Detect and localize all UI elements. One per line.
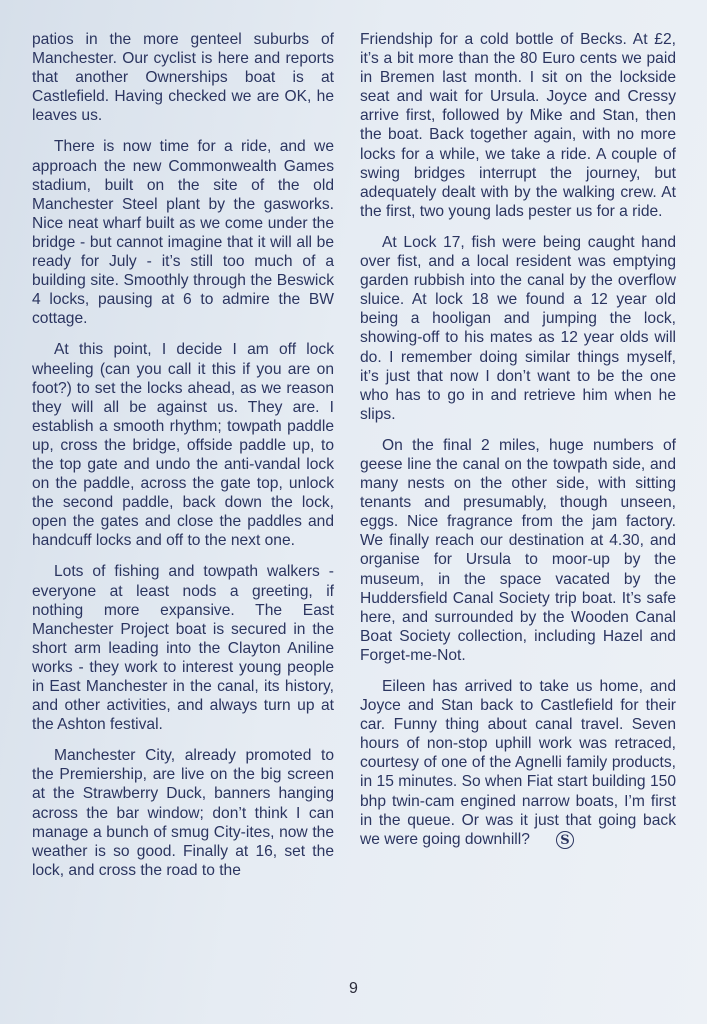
paragraph: At this point, I decide I am off lock wheeling (can you call it this if you are on foot?) to set the locks ahead, as we reason they will all be against us. They are. I establish a smooth rhythm; towpath paddle up, cross the bridge, offside paddle up, to the top gate and undo the anti-vandal lock on the paddle, across the gate top, unlock the second paddle, back down the lock, open the gates and close the paddles and handcuff locks and off to the next one. xyxy=(32,341,334,550)
paragraph-text: Eileen has arrived to take us home, and Joyce and Stan back to Castlefield for their car. Funny thing about canal travel. Seven hours of non-stop uphill work was retraced, courtesy of one of the Agnelli family products, in 15 minutes. So when Fiat start building 150 bhp twin-cam engined narrow boats, I’m first in the queue. Or was it just that going back we were going downhill? xyxy=(360,678,676,848)
paragraph: At Lock 17, fish were being caught hand over fist, and a local resident was emptying garden rubbish into the canal by the overflow sluice. At lock 18 we found a 12 year old being a hooligan and jumping the lock, showing-off to his mates as 12 year olds will do. I remember doing similar things myself, it’s just that now I don’t want to be the one who has to go in and retrieve him when he slips. xyxy=(360,233,676,423)
paragraph: Lots of fishing and towpath walkers - everyone at least nods a greeting, if nothing more expansive. The East Manchester Project boat is secured in the short arm leading into the Clayton Aniline works - they work to interest young people in East Manchester in the canal, its history, and other activities, and always turn up at the Ashton festival. xyxy=(32,563,334,734)
paragraph: Manchester City, already promoted to the Premiership, are live on the big screen at the Strawberry Duck, banners hanging across the bar window; don’t think I can manage a bunch of smug City-ites, now the weather is so good. Finally at 16, set the lock, and cross the road to the xyxy=(32,747,334,879)
paragraph: On the final 2 miles, huge numbers of geese line the canal on the towpath side, and many nests on the other side, with sitting tenants and presumably, though unseen, eggs. Nice fragrance from the jam factory. We finally reach our destination at 4.30, and organise for Ursula to moor-up by the museum, in the space vacated by the Huddersfield Canal Society trip boat. It’s safe here, and surrounded by the Wooden Canal Boat Society collection, including Hazel and Forget-me-Not. xyxy=(360,436,676,664)
right-text-column xyxy=(360,30,676,849)
page-number: 9 xyxy=(349,980,358,997)
end-mark-icon: S xyxy=(556,831,574,849)
paragraph: Friendship for a cold bottle of Becks. At £2, it’s a bit more than the 80 Euro cents we paid in Bremen last month. I sit on the lockside seat and wait for Ursula. Joyce and Cressy arrive first, followed by Mike and Stan, then the boat. Back together again, with no more locks for a while, we take a ride. A couple of swing bridges interrupt the journey, but adequately dealt with by the walking crew. At the first, two young lads pester us for a ride. xyxy=(360,31,676,220)
final-paragraph xyxy=(360,677,676,849)
paragraph: There is now time for a ride, and we approach the new Commonwealth Games stadium, built on the site of the old Manchester Steel plant by the gasworks. Nice neat wharf built as we come under the bridge - but cannot imagine that it will all be ready for July - it’s still too much of a building site. Smoothly through the Beswick 4 locks, pausing at 6 to admire the BW cottage. xyxy=(32,138,334,328)
paragraph: patios in the more genteel suburbs of Manchester. Our cyclist is here and reports that another Ownerships boat is at Castlefield. Having checked we are OK, he leaves us. xyxy=(32,31,334,125)
left-text-column xyxy=(32,30,334,880)
